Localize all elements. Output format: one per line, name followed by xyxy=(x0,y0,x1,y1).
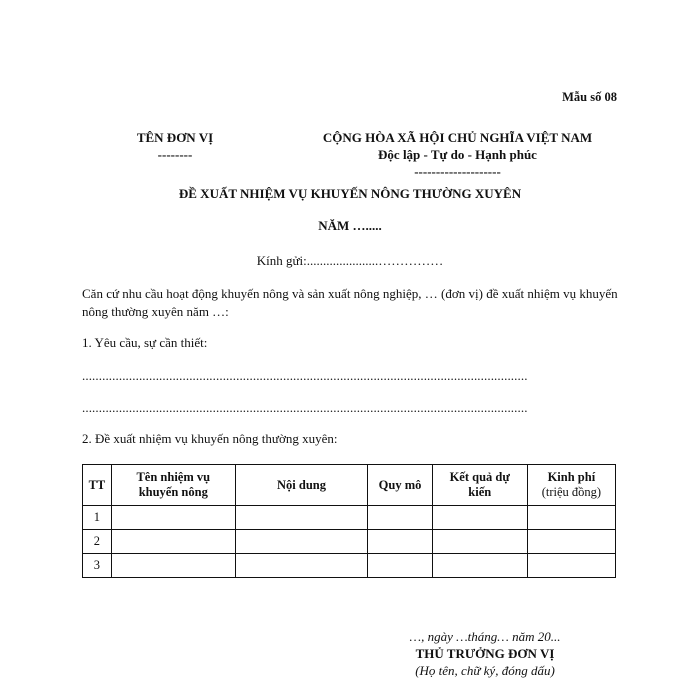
table-row xyxy=(83,506,616,530)
document-title: ĐỀ XUẤT NHIỆM VỤ KHUYẾN NÔNG THƯỜNG XUYÊN xyxy=(178,186,522,201)
row-number: 3 xyxy=(83,554,112,578)
cell-content[interactable] xyxy=(235,506,368,530)
header-cost-line1: Kinh phí xyxy=(547,470,596,484)
unit-separator: -------- xyxy=(157,147,193,162)
header-task-name-line2: khuyến nông xyxy=(138,485,208,499)
section-2-heading: 2. Đề xuất nhiệm vụ khuyến nông thường xuyên: xyxy=(82,431,338,446)
row-number: 2 xyxy=(83,530,112,554)
header-result-line2: kiến xyxy=(468,485,492,499)
dotted-line-1: ..................................................................................................................................... xyxy=(82,368,528,383)
republic-block xyxy=(300,129,615,180)
cell-scale[interactable] xyxy=(368,554,432,578)
cell-task-name[interactable] xyxy=(111,506,235,530)
unit-block xyxy=(110,129,240,163)
signature-note: (Họ tên, chữ ký, đóng dấu) xyxy=(415,663,555,678)
header-task-name xyxy=(111,465,235,506)
signature-title: THỦ TRƯỞNG ĐƠN VỊ xyxy=(415,646,555,661)
cell-expected-result[interactable] xyxy=(432,554,527,578)
row-number: 1 xyxy=(83,506,112,530)
unit-name: TÊN ĐƠN VỊ xyxy=(136,130,214,145)
recipient-line: Kính gửi:......................…………… xyxy=(256,253,444,268)
proposal-table xyxy=(82,464,616,578)
cell-task-name[interactable] xyxy=(111,554,235,578)
section-1-heading: 1. Yêu cầu, sự cần thiết: xyxy=(82,335,208,350)
cell-content[interactable] xyxy=(235,554,368,578)
cell-task-name[interactable] xyxy=(111,530,235,554)
header-task-name-line1: Tên nhiệm vụ xyxy=(136,470,211,484)
table-row xyxy=(83,530,616,554)
cell-expected-result[interactable] xyxy=(432,530,527,554)
header-result-line1: Kết quả dự xyxy=(449,470,510,484)
cell-expected-result[interactable] xyxy=(432,506,527,530)
cell-content[interactable] xyxy=(235,530,368,554)
intro-paragraph: Căn cứ nhu cầu hoạt động khuyến nông và sản xuất nông nghiệp, … (đơn vị) đề xuất nhiệm vụ khuyến nông thường xuyên năm …: xyxy=(82,286,618,319)
signature-block xyxy=(395,628,575,679)
table-header-row xyxy=(83,465,616,506)
cell-scale[interactable] xyxy=(368,530,432,554)
republic-name: CỘNG HÒA XÃ HỘI CHỦ NGHĨA VIỆT NAM xyxy=(322,130,593,145)
cell-cost[interactable] xyxy=(527,506,615,530)
header-cost xyxy=(527,465,615,506)
document-year: NĂM …..... xyxy=(318,218,382,233)
header-scale: Quy mô xyxy=(368,465,432,506)
header-expected-result xyxy=(432,465,527,506)
cell-cost[interactable] xyxy=(527,554,615,578)
motto-separator: -------------------- xyxy=(414,164,501,179)
cell-cost[interactable] xyxy=(527,530,615,554)
dotted-line-2: ..................................................................................................................................... xyxy=(82,400,528,415)
table-row xyxy=(83,554,616,578)
header-content: Nội dung xyxy=(235,465,368,506)
signature-date-line: …, ngày …tháng… năm 20... xyxy=(409,629,561,644)
header-tt: TT xyxy=(83,465,112,506)
motto: Độc lập - Tự do - Hạnh phúc xyxy=(378,147,537,162)
form-number: Mẫu số 08 xyxy=(562,90,617,104)
header-cost-line2: (triệu đồng) xyxy=(541,485,602,499)
cell-scale[interactable] xyxy=(368,506,432,530)
